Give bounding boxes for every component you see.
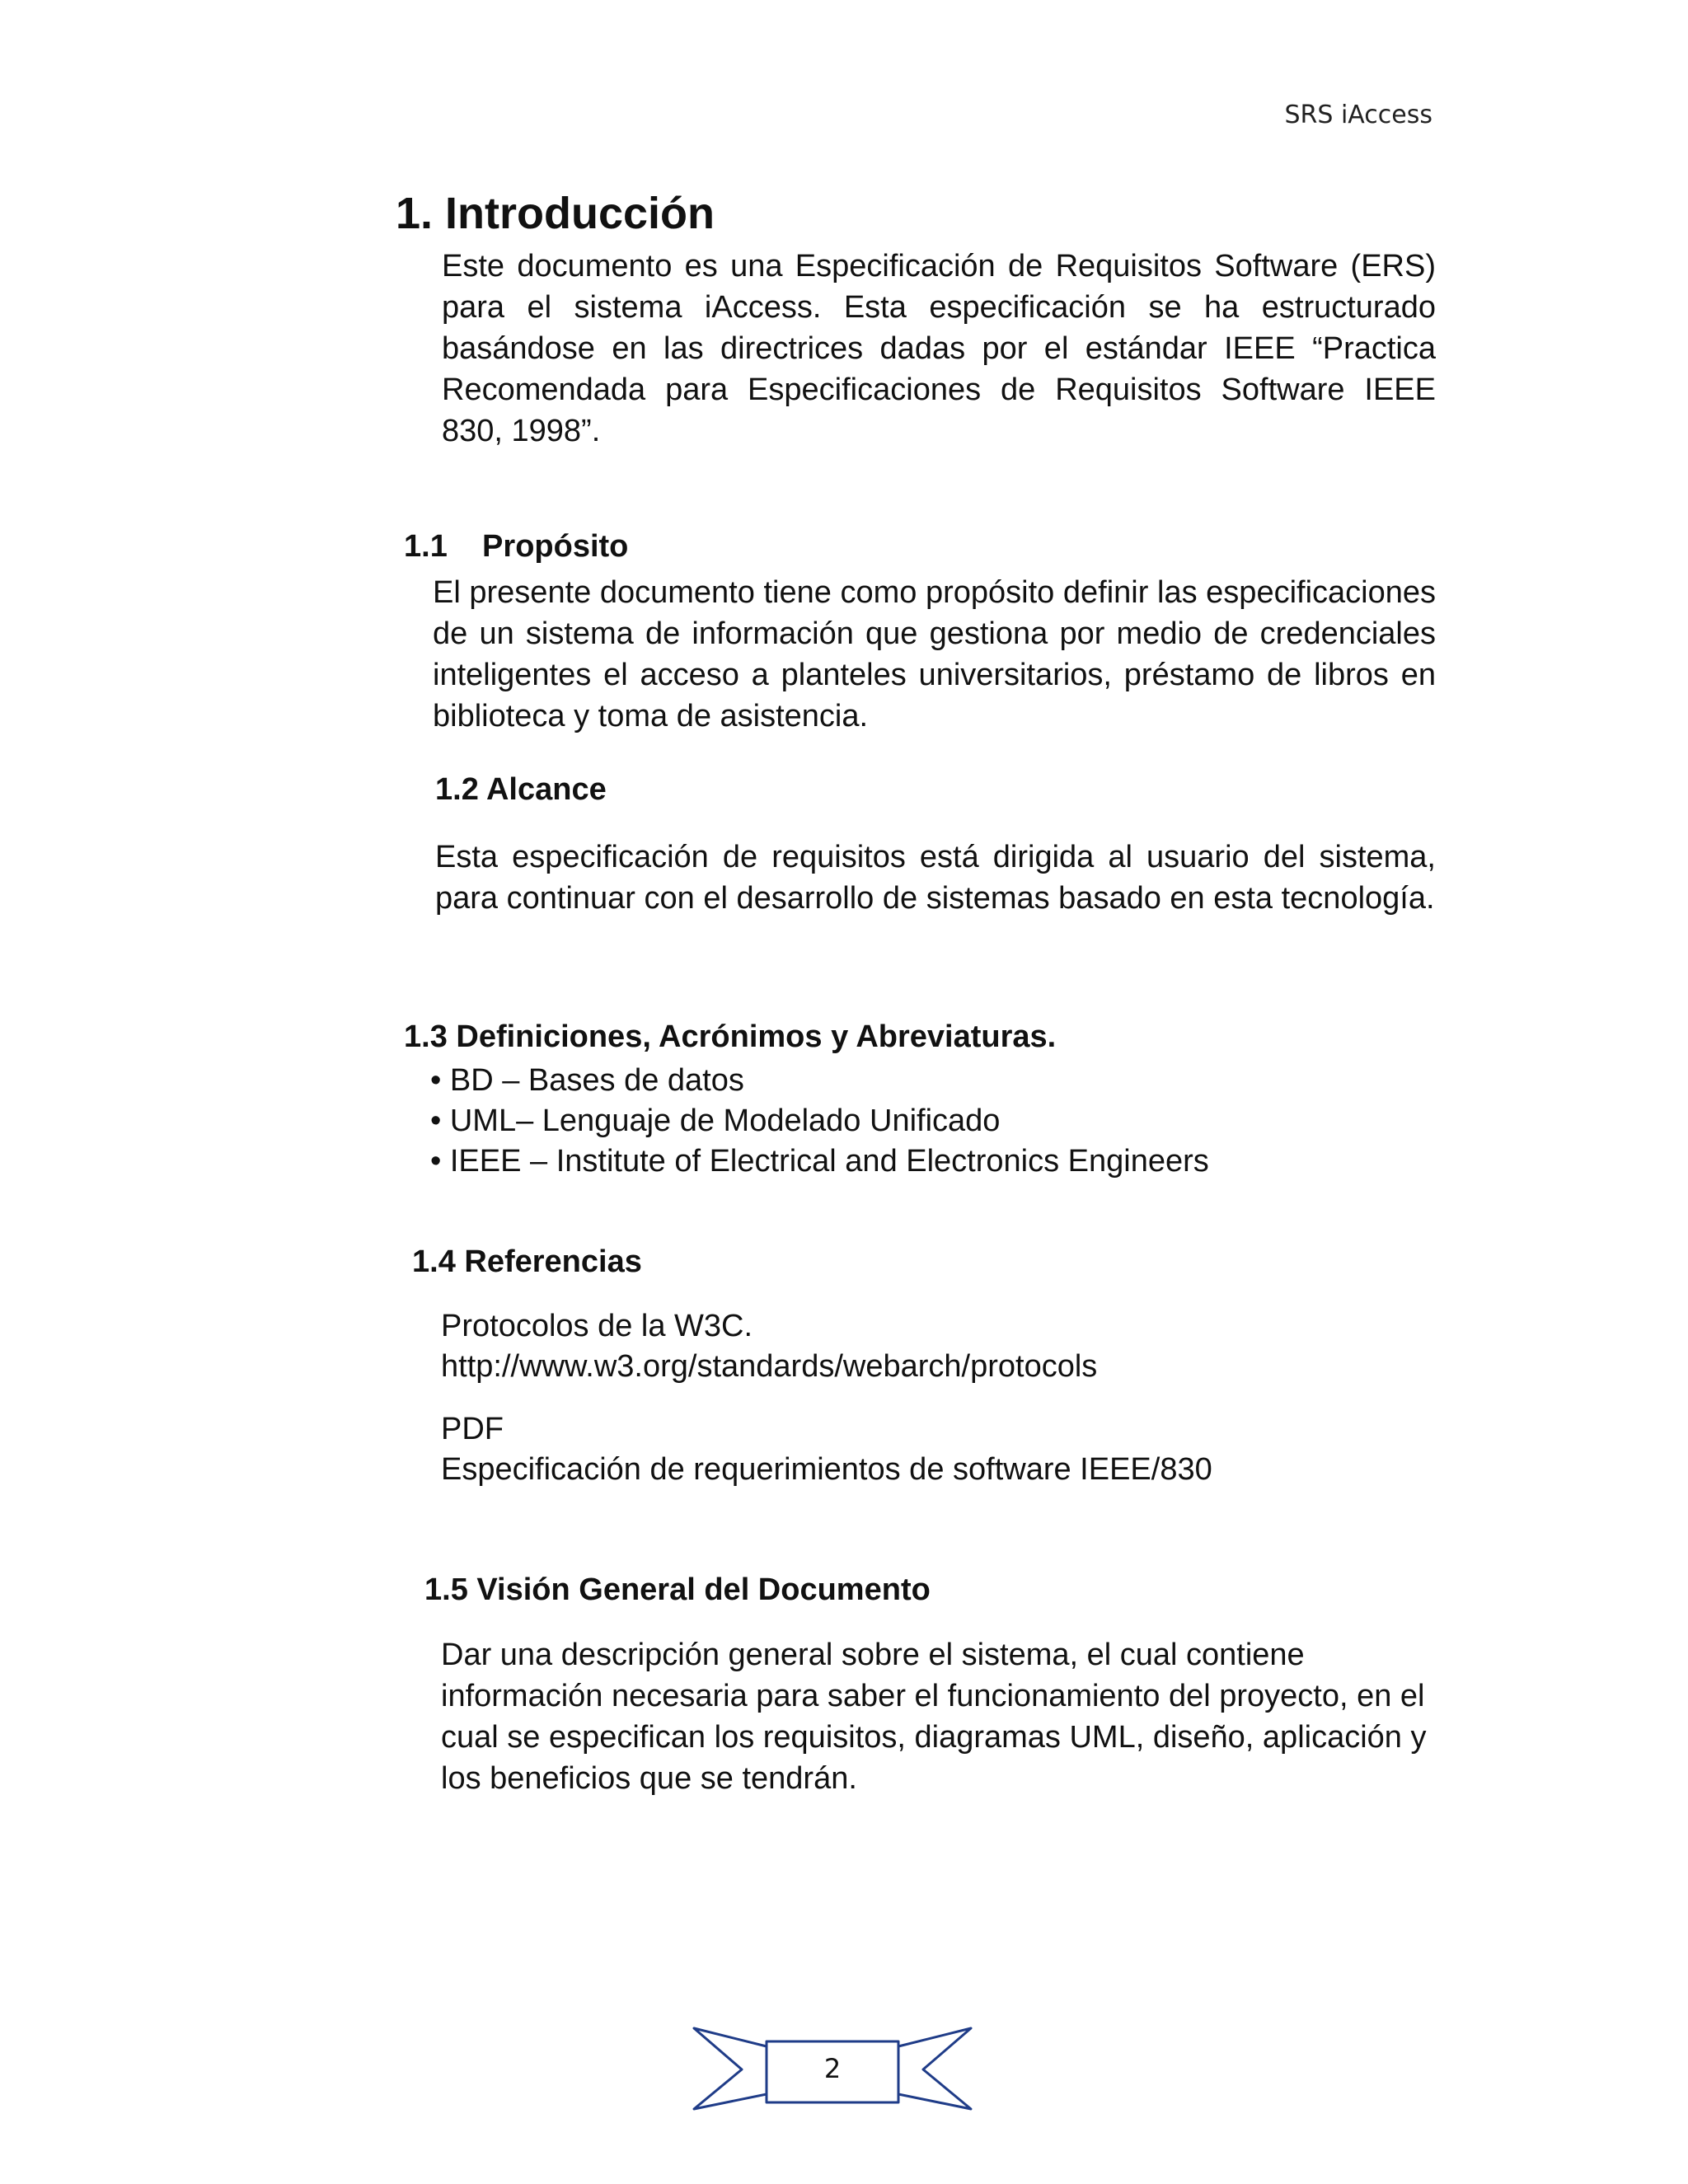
reference-item-pdf bbox=[441, 1409, 1212, 1490]
section-heading-proposito: 1.1 Propósito bbox=[404, 529, 629, 564]
list-item: • IEEE – Institute of Electrical and Electronics Engineers bbox=[430, 1144, 1209, 1179]
section-heading-referencias: 1.4 Referencias bbox=[412, 1244, 642, 1279]
intro-paragraph: Este documento es una Especificación de Requisitos Software (ERS) para el sistema iAccess. Esta especificación se ha estructurado basándose en las directrices dadas por el estándar IEEE “Practica Recomendada para Especificaciones de Requisitos Software IEEE 830, 1998”. bbox=[442, 249, 1436, 448]
reference-title: PDF bbox=[441, 1412, 504, 1446]
section-heading-vision-general: 1.5 Visión General del Documento bbox=[424, 1572, 931, 1607]
reference-url: http://www.w3.org/standards/webarch/protocols bbox=[441, 1349, 1098, 1384]
reference-description: Especificación de requerimientos de software IEEE/830 bbox=[441, 1452, 1212, 1487]
definitions-list bbox=[430, 1061, 1209, 1182]
running-header: SRS iAccess bbox=[1284, 101, 1432, 129]
section-heading-definiciones: 1.3 Definiciones, Acrónimos y Abreviaturas. bbox=[404, 1019, 1057, 1054]
list-item: • BD – Bases de datos bbox=[430, 1063, 744, 1098]
page-number: 2 bbox=[823, 2053, 842, 2084]
reference-item-w3c bbox=[441, 1306, 1097, 1387]
reference-title: Protocolos de la W3C. bbox=[441, 1309, 753, 1343]
section-heading-alcance: 1.2 Alcance bbox=[435, 772, 607, 807]
list-item: • UML– Lenguaje de Modelado Unificado bbox=[430, 1104, 1001, 1138]
overview-paragraph: Dar una descripción general sobre el sistema, el cual contiene información necesaria para saber el funcionamiento del proyecto, en el cual se especifican los requisitos, diagramas UML, diseño, aplicación y los beneficios que se tendrán. bbox=[441, 1638, 1427, 1796]
purpose-paragraph: El presente documento tiene como propósito definir las especificaciones de un sistema de información que gestiona por medio de credenciales inteligentes el acceso a planteles universitarios, préstamo de libros en biblioteca y toma de asistencia. bbox=[433, 575, 1436, 733]
section-heading-introduccion: 1. Introducción bbox=[396, 189, 715, 238]
ribbon-right-tail bbox=[898, 2028, 971, 2109]
scope-paragraph: Esta especificación de requisitos está dirigida al usuario del sistema, para continuar con el desarrollo de sistemas basado en esta tecnología. bbox=[435, 840, 1436, 916]
ribbon-left-tail bbox=[694, 2028, 767, 2109]
